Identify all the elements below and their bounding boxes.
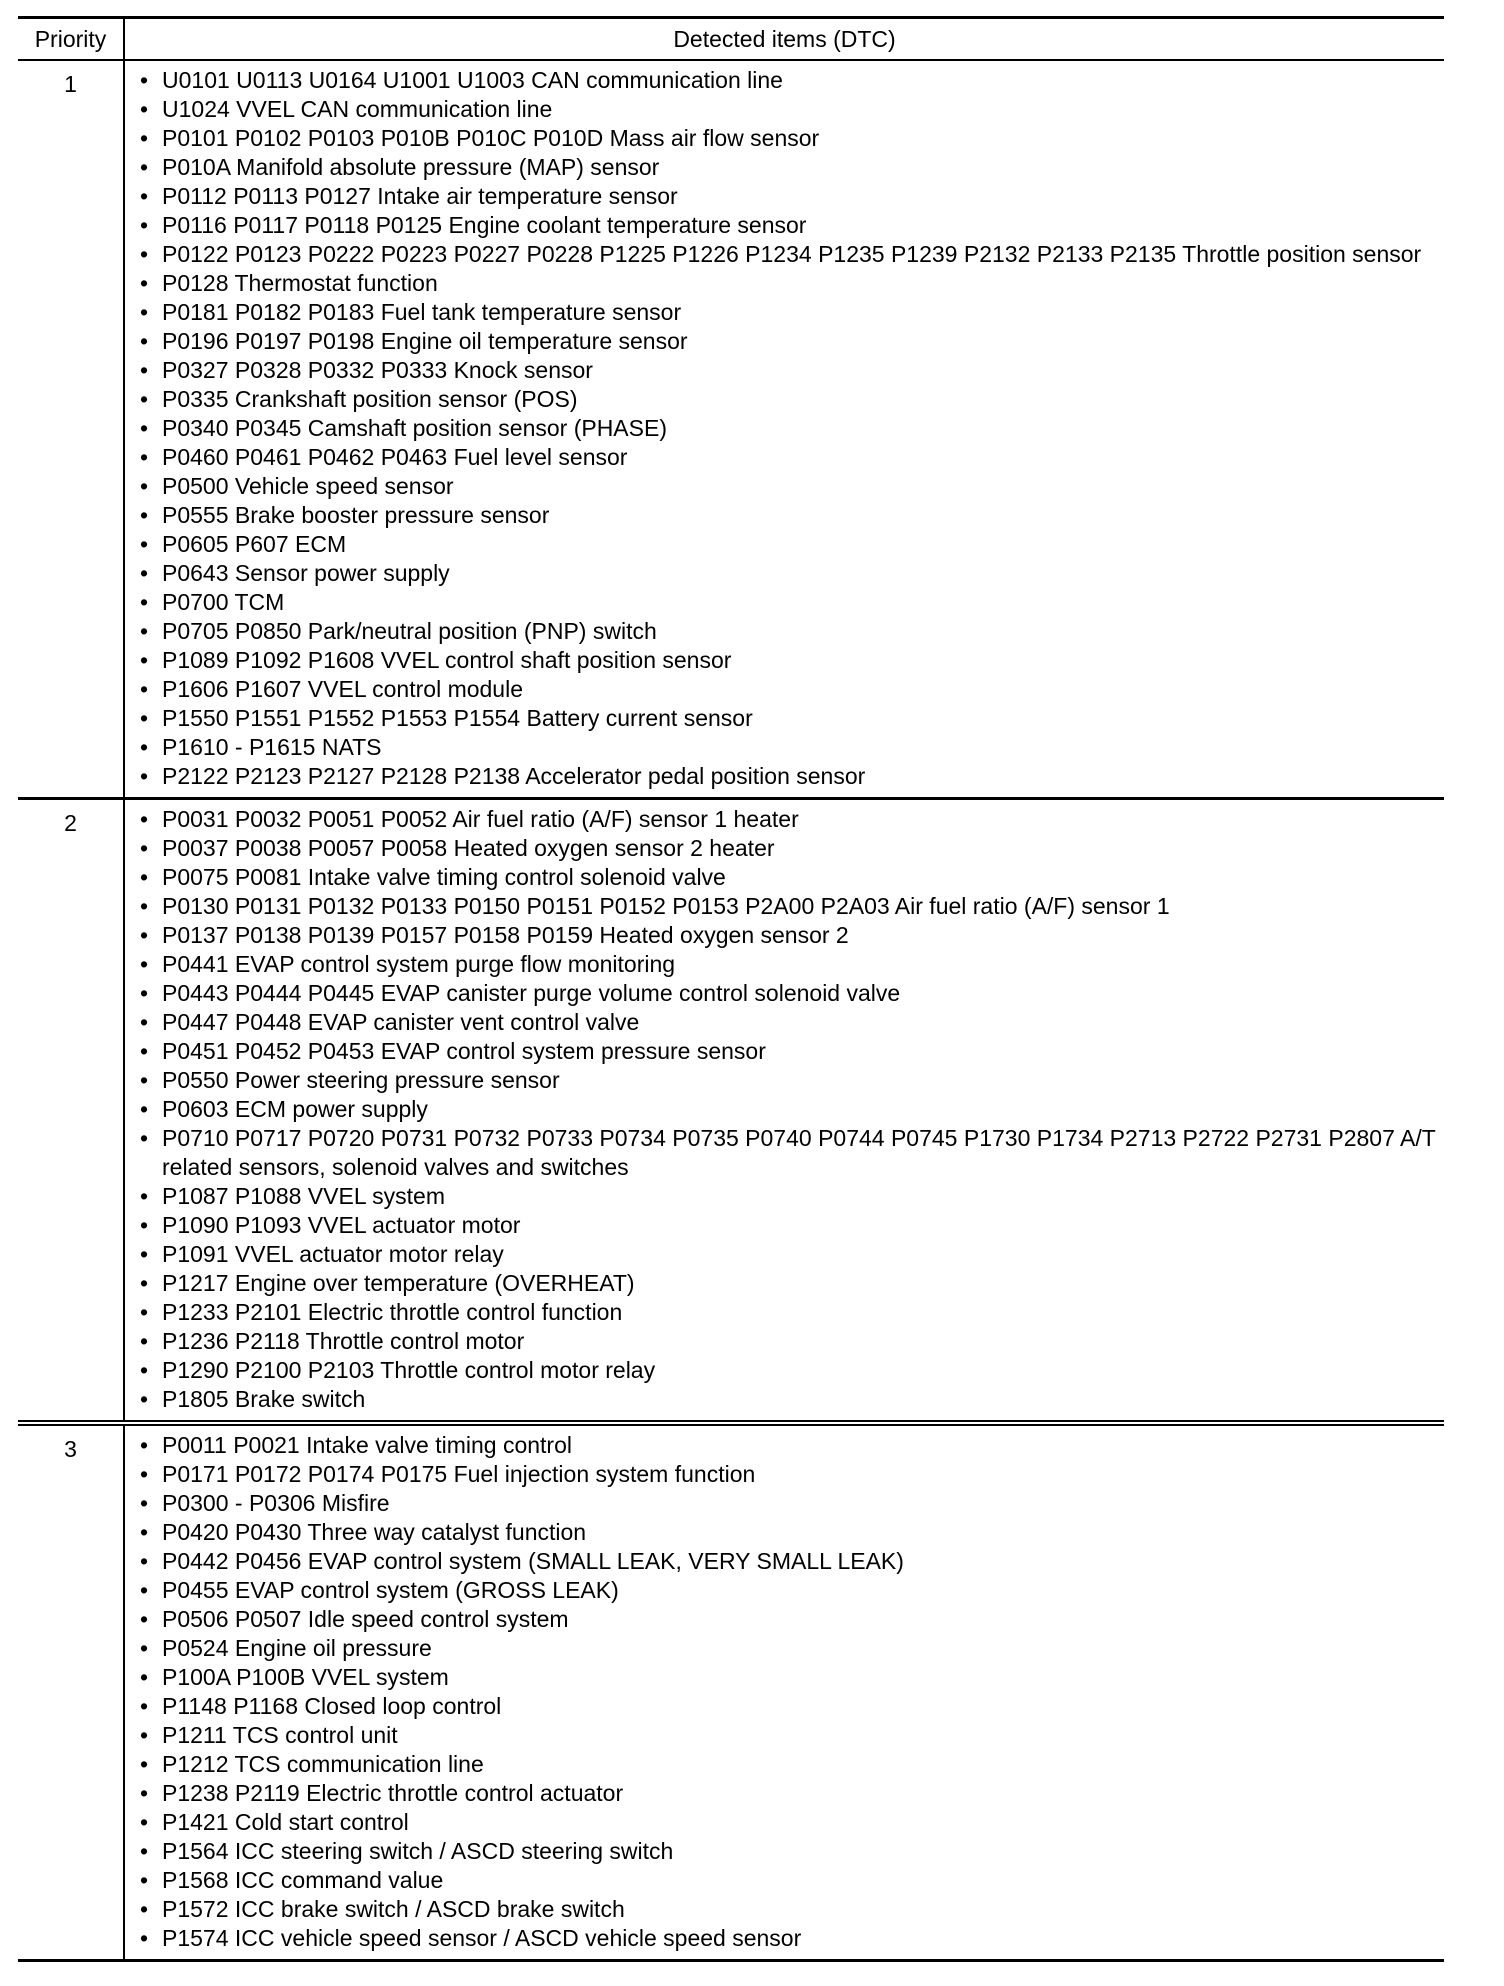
- dtc-list-item: • P1574 ICC vehicle speed sensor / ASCD vehicle speed sensor: [137, 1924, 1440, 1953]
- dtc-list-item: • P1550 P1551 P1552 P1553 P1554 Battery current sensor: [137, 704, 1440, 733]
- dtc-list-item: • P0460 P0461 P0462 P0463 Fuel level sensor: [137, 443, 1440, 472]
- dtc-list-item: • P1148 P1168 Closed loop control: [137, 1692, 1440, 1721]
- dtc-list-item: • P0447 P0448 EVAP canister vent control valve: [137, 1008, 1440, 1037]
- dtc-list-item: • P0443 P0444 P0445 EVAP canister purge volume control solenoid valve: [137, 979, 1440, 1008]
- dtc-list-item: • P0196 P0197 P0198 Engine oil temperature sensor: [137, 327, 1440, 356]
- dtc-list-item: • P0506 P0507 Idle speed control system: [137, 1605, 1440, 1634]
- dtc-list-item: • P0181 P0182 P0183 Fuel tank temperature sensor: [137, 298, 1440, 327]
- dtc-list-item: • P1572 ICC brake switch / ASCD brake switch: [137, 1895, 1440, 1924]
- priority-group-row: [18, 60, 1444, 799]
- dtc-list-item: • P0420 P0430 Three way catalyst function: [137, 1518, 1440, 1547]
- dtc-list-item: • P1610 - P1615 NATS: [137, 733, 1440, 762]
- priority-column-header: Priority: [18, 18, 124, 61]
- detected-items-cell: [124, 1423, 1444, 1961]
- dtc-list-item: • P1089 P1092 P1608 VVEL control shaft position sensor: [137, 646, 1440, 675]
- dtc-list-item: • P1090 P1093 VVEL actuator motor: [137, 1211, 1440, 1240]
- dtc-list-item: • P1212 TCS communication line: [137, 1750, 1440, 1779]
- dtc-list-item: • P1217 Engine over temperature (OVERHEAT): [137, 1269, 1440, 1298]
- dtc-list-item: • U1024 VVEL CAN communication line: [137, 95, 1440, 124]
- dtc-list-item: • P0705 P0850 Park/neutral position (PNP) switch: [137, 617, 1440, 646]
- detected-items-cell: [124, 60, 1444, 799]
- table-body: [18, 60, 1444, 1961]
- dtc-list-item: • P100A P100B VVEL system: [137, 1663, 1440, 1692]
- dtc-list-item: • P0500 Vehicle speed sensor: [137, 472, 1440, 501]
- dtc-list-item: • P0011 P0021 Intake valve timing control: [137, 1431, 1440, 1460]
- dtc-list-item: • P0112 P0113 P0127 Intake air temperature sensor: [137, 182, 1440, 211]
- dtc-list-item: • P0700 TCM: [137, 588, 1440, 617]
- dtc-list-item: • P1805 Brake switch: [137, 1385, 1440, 1414]
- dtc-list-item: • P2122 P2123 P2127 P2128 P2138 Accelerator pedal position sensor: [137, 762, 1440, 791]
- dtc-list-item: • P0340 P0345 Camshaft position sensor (PHASE): [137, 414, 1440, 443]
- dtc-list-item: • P1606 P1607 VVEL control module: [137, 675, 1440, 704]
- dtc-priority-table: [18, 16, 1444, 1962]
- dtc-list-item: • P0171 P0172 P0174 P0175 Fuel injection system function: [137, 1460, 1440, 1489]
- dtc-list-item: • P0643 Sensor power supply: [137, 559, 1440, 588]
- dtc-list-item: • P1238 P2119 Electric throttle control actuator: [137, 1779, 1440, 1808]
- dtc-list-item: • P0031 P0032 P0051 P0052 Air fuel ratio (A/F) sensor 1 heater: [137, 805, 1440, 834]
- detected-items-cell: [124, 799, 1444, 1424]
- dtc-list-item: • P0605 P607 ECM: [137, 530, 1440, 559]
- dtc-list-item: • P1211 TCS control unit: [137, 1721, 1440, 1750]
- dtc-list-item: • P0524 Engine oil pressure: [137, 1634, 1440, 1663]
- dtc-list-item: • P0300 - P0306 Misfire: [137, 1489, 1440, 1518]
- dtc-list-item: • P0451 P0452 P0453 EVAP control system pressure sensor: [137, 1037, 1440, 1066]
- dtc-list-item: • P1233 P2101 Electric throttle control function: [137, 1298, 1440, 1327]
- dtc-list-item: • P0455 EVAP control system (GROSS LEAK): [137, 1576, 1440, 1605]
- dtc-list-item: • P1421 Cold start control: [137, 1808, 1440, 1837]
- dtc-list: [137, 1431, 1440, 1953]
- dtc-list-item: • P0710 P0717 P0720 P0731 P0732 P0733 P0734 P0735 P0740 P0744 P0745 P1730 P1734 P2713 P2722 P2731 P2807 A/T related sensors, solenoid valves and switches: [137, 1124, 1440, 1182]
- dtc-list-item: • P0122 P0123 P0222 P0223 P0227 P0228 P1225 P1226 P1234 P1235 P1239 P2132 P2133 P2135 Throttle position sensor: [137, 240, 1440, 269]
- header-row: [18, 18, 1444, 61]
- dtc-list-item: • P0101 P0102 P0103 P010B P010C P010D Mass air flow sensor: [137, 124, 1440, 153]
- dtc-list-item: • P0603 ECM power supply: [137, 1095, 1440, 1124]
- dtc-list-item: • P0327 P0328 P0332 P0333 Knock sensor: [137, 356, 1440, 385]
- dtc-list-item: • P010A Manifold absolute pressure (MAP) sensor: [137, 153, 1440, 182]
- dtc-list-item: • P1564 ICC steering switch / ASCD steering switch: [137, 1837, 1440, 1866]
- dtc-list-item: • P1087 P1088 VVEL system: [137, 1182, 1440, 1211]
- dtc-list-item: • P0550 Power steering pressure sensor: [137, 1066, 1440, 1095]
- dtc-list-item: • P0075 P0081 Intake valve timing control solenoid valve: [137, 863, 1440, 892]
- dtc-list-item: • P0037 P0038 P0057 P0058 Heated oxygen sensor 2 heater: [137, 834, 1440, 863]
- dtc-list-item: • P1236 P2118 Throttle control motor: [137, 1327, 1440, 1356]
- priority-value: 1: [18, 60, 124, 799]
- detected-items-column-header: Detected items (DTC): [124, 18, 1444, 61]
- priority-value: 2: [18, 799, 124, 1424]
- dtc-list: [137, 805, 1440, 1414]
- dtc-list-item: • P0128 Thermostat function: [137, 269, 1440, 298]
- dtc-list-item: • P0335 Crankshaft position sensor (POS): [137, 385, 1440, 414]
- dtc-list-item: • P0442 P0456 EVAP control system (SMALL LEAK, VERY SMALL LEAK): [137, 1547, 1440, 1576]
- dtc-list-item: • U0101 U0113 U0164 U1001 U1003 CAN communication line: [137, 66, 1440, 95]
- priority-value: 3: [18, 1423, 124, 1961]
- dtc-list-item: • P0137 P0138 P0139 P0157 P0158 P0159 Heated oxygen sensor 2: [137, 921, 1440, 950]
- dtc-list-item: • P1091 VVEL actuator motor relay: [137, 1240, 1440, 1269]
- priority-group-row: [18, 799, 1444, 1424]
- dtc-list-item: • P0116 P0117 P0118 P0125 Engine coolant temperature sensor: [137, 211, 1440, 240]
- dtc-list-item: • P0555 Brake booster pressure sensor: [137, 501, 1440, 530]
- dtc-list-item: • P1568 ICC command value: [137, 1866, 1440, 1895]
- priority-group-row: [18, 1423, 1444, 1961]
- dtc-list-item: • P0130 P0131 P0132 P0133 P0150 P0151 P0152 P0153 P2A00 P2A03 Air fuel ratio (A/F) sensor 1: [137, 892, 1440, 921]
- dtc-list: [137, 66, 1440, 791]
- dtc-list-item: • P0441 EVAP control system purge flow monitoring: [137, 950, 1440, 979]
- dtc-list-item: • P1290 P2100 P2103 Throttle control motor relay: [137, 1356, 1440, 1385]
